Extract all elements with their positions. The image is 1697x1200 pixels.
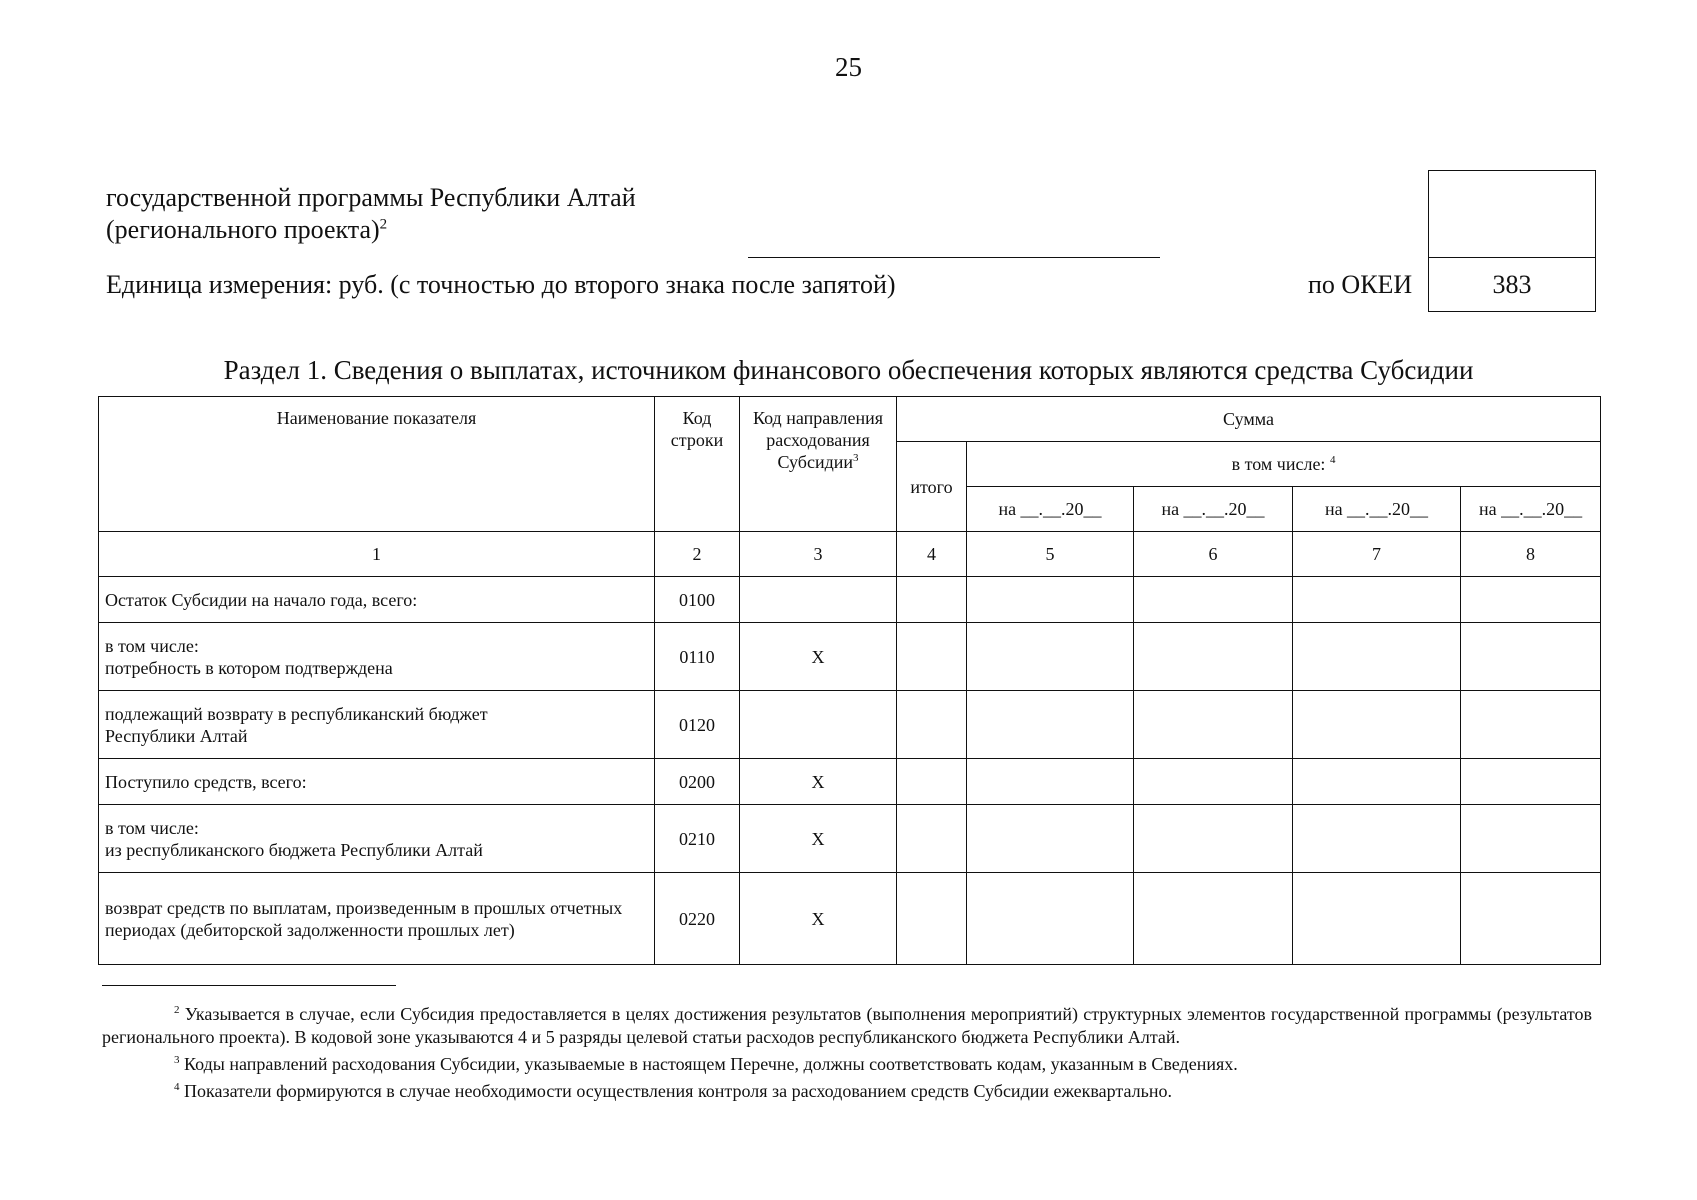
- row-code: 0110: [655, 623, 740, 691]
- program-title-line-1: государственной программы Республики Алтай: [106, 183, 636, 212]
- okei-label: по ОКЕИ: [1308, 270, 1413, 299]
- column-number: 4: [897, 532, 967, 577]
- value-cell[interactable]: [967, 691, 1134, 759]
- row-name-line-1: в том числе:: [105, 817, 199, 838]
- value-cell[interactable]: [967, 759, 1134, 805]
- footnote-ref-3: 3: [853, 452, 859, 464]
- value-cell[interactable]: [1293, 873, 1461, 965]
- row-name-line-1: в том числе:: [105, 635, 199, 656]
- header-direction-code: [740, 397, 897, 532]
- footnote-separator: [102, 985, 396, 986]
- value-cell[interactable]: [897, 759, 967, 805]
- header-sum: Сумма: [897, 397, 1601, 442]
- value-cell[interactable]: [897, 577, 967, 623]
- table-row: [99, 805, 1601, 873]
- row-name: возврат средств по выплатам, произведенным в прошлых отчетных периодах (дебиторской задолженности прошлых лет): [99, 873, 655, 965]
- table-row: [99, 873, 1601, 965]
- value-cell[interactable]: [1293, 623, 1461, 691]
- row-name-line-2: потребность в котором подтверждена: [105, 657, 393, 678]
- value-cell[interactable]: [1134, 805, 1293, 873]
- program-title-text: (регионального проекта): [106, 215, 380, 244]
- value-cell[interactable]: [1293, 805, 1461, 873]
- footnote-text: Показатели формируются в случае необходимости осуществления контроля за расходованием средств Субсидии ежеквартально.: [184, 1081, 1172, 1101]
- footnote-number: 3: [174, 1054, 180, 1066]
- row-direction: [740, 577, 897, 623]
- column-number: 8: [1461, 532, 1601, 577]
- value-cell[interactable]: [1134, 691, 1293, 759]
- footnote-2: [102, 999, 1592, 1049]
- row-direction: X: [740, 759, 897, 805]
- value-cell[interactable]: [967, 623, 1134, 691]
- value-cell[interactable]: [1461, 577, 1601, 623]
- footnote-text: Коды направлений расходования Субсидии, указываемые в настоящем Перечне, должны соответствовать кодам, указанным в Сведениях.: [184, 1054, 1238, 1074]
- value-cell[interactable]: [1461, 691, 1601, 759]
- row-name: Остаток Субсидии на начало года, всего:: [99, 577, 655, 623]
- row-name-line-2: из республиканского бюджета Республики Алтай: [105, 839, 483, 860]
- value-cell[interactable]: [1461, 805, 1601, 873]
- value-cell[interactable]: [967, 577, 1134, 623]
- table-row: [99, 759, 1601, 805]
- row-name-line-1: подлежащий возврату в республиканский бюджет: [105, 703, 488, 724]
- header-date-1: на __.__.20__: [967, 487, 1134, 532]
- footnotes: [102, 999, 1592, 1103]
- footnote-3: [102, 1049, 1592, 1076]
- column-number: 7: [1293, 532, 1461, 577]
- footnote-ref-2: 2: [379, 216, 388, 233]
- value-cell[interactable]: [1134, 623, 1293, 691]
- value-cell[interactable]: [897, 805, 967, 873]
- header-name: Наименование показателя: [99, 397, 655, 532]
- footnote-number: 2: [174, 1004, 180, 1016]
- header-date-2: на __.__.20__: [1134, 487, 1293, 532]
- row-code: 0210: [655, 805, 740, 873]
- value-cell[interactable]: [1461, 759, 1601, 805]
- header-date-3: на __.__.20__: [1293, 487, 1461, 532]
- value-cell[interactable]: [1293, 691, 1461, 759]
- table-row: [99, 623, 1601, 691]
- header-including-text: в том числе:: [1231, 454, 1326, 474]
- row-name: [99, 623, 655, 691]
- footnote-text: Указывается в случае, если Субсидия предоставляется в целях достижения результатов (выполнения мероприятий) структурных элементов государственной программы (результатов регионального проекта). В кодовой зоне указываются 4 и 5 разряды целевой статьи расходов республиканского бюджета Республики Алтай.: [102, 1004, 1592, 1047]
- page-number: 25: [835, 52, 862, 82]
- value-cell[interactable]: [1461, 623, 1601, 691]
- header-including: [967, 442, 1601, 487]
- row-direction: X: [740, 623, 897, 691]
- row-direction: X: [740, 805, 897, 873]
- row-code: 0120: [655, 691, 740, 759]
- okei-code: 383: [1492, 269, 1532, 299]
- subsidy-payments-table: [98, 396, 1601, 965]
- code-box-empty-cell: [1429, 171, 1595, 258]
- header-direction-code-text: Код направления расходования Субсидии: [752, 408, 884, 472]
- unit-of-measure: Единица измерения: руб. (с точностью до второго знака после запятой): [106, 270, 896, 299]
- row-code: 0220: [655, 873, 740, 965]
- table-row: [99, 691, 1601, 759]
- section-title: Раздел 1. Сведения о выплатах, источником финансового обеспечения которых являются средства Субсидии: [223, 355, 1474, 385]
- footnote-ref-4: 4: [1329, 454, 1336, 466]
- header-row-code: Код строки: [655, 397, 740, 532]
- row-code: 0200: [655, 759, 740, 805]
- value-cell[interactable]: [1134, 873, 1293, 965]
- column-number: 1: [99, 532, 655, 577]
- value-cell[interactable]: [1293, 577, 1461, 623]
- footnote-number: 4: [174, 1081, 180, 1093]
- header-date-4: на __.__.20__: [1461, 487, 1601, 532]
- program-name-blank-line: [748, 257, 1160, 258]
- value-cell[interactable]: [897, 623, 967, 691]
- value-cell[interactable]: [967, 873, 1134, 965]
- code-box: [1428, 170, 1596, 312]
- value-cell[interactable]: [1461, 873, 1601, 965]
- row-name-line-2: Республики Алтай: [105, 725, 248, 746]
- value-cell[interactable]: [1134, 759, 1293, 805]
- footnote-4: [102, 1076, 1592, 1103]
- row-code: 0100: [655, 577, 740, 623]
- row-name: [99, 691, 655, 759]
- row-name: Поступило средств, всего:: [99, 759, 655, 805]
- column-number: 6: [1134, 532, 1293, 577]
- header-row-1: [99, 397, 1601, 442]
- value-cell[interactable]: [897, 873, 967, 965]
- table-row: [99, 577, 1601, 623]
- column-number: 5: [967, 532, 1134, 577]
- program-title-line-2: [106, 215, 387, 245]
- value-cell[interactable]: [967, 805, 1134, 873]
- value-cell[interactable]: [1134, 577, 1293, 623]
- row-direction: [740, 691, 897, 759]
- column-numbers-row: [99, 532, 1601, 577]
- column-number: 3: [740, 532, 897, 577]
- row-name: [99, 805, 655, 873]
- header-total: итого: [897, 442, 967, 532]
- value-cell[interactable]: [1293, 759, 1461, 805]
- value-cell[interactable]: [897, 691, 967, 759]
- column-number: 2: [655, 532, 740, 577]
- row-direction: X: [740, 873, 897, 965]
